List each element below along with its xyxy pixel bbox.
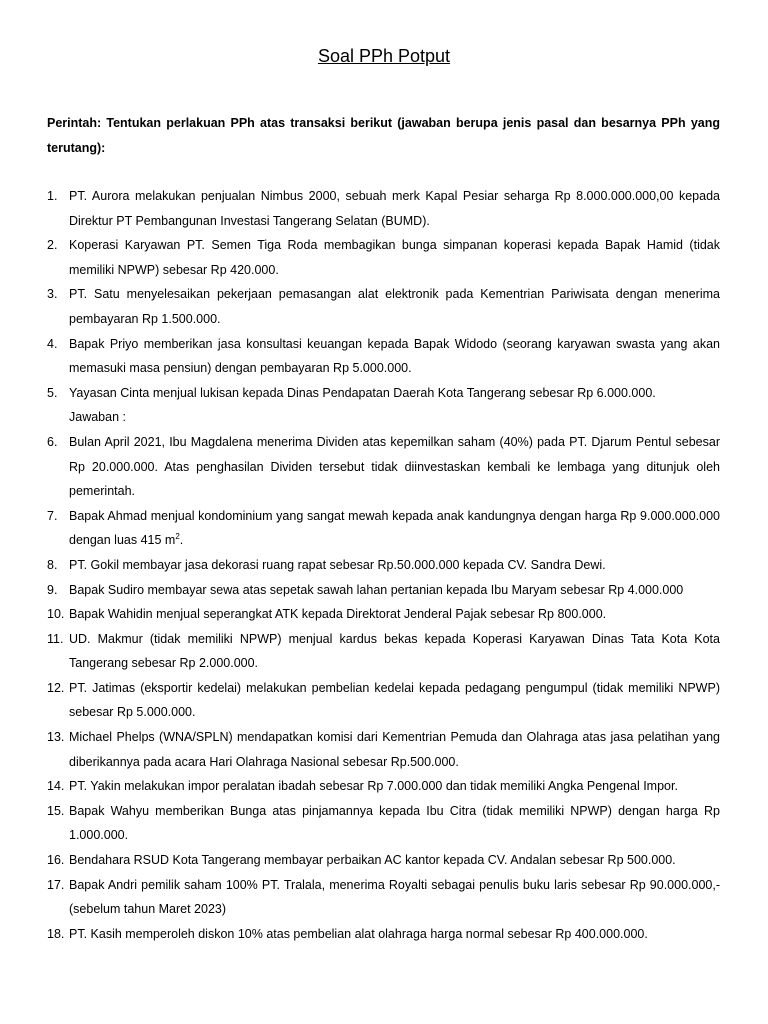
question-item [47,430,720,504]
question-list [47,184,720,946]
question-item [47,578,720,603]
question-text: UD. Makmur (tidak memiliki NPWP) menjual kardus bekas kepada Koperasi Karyawan Dinas Tata Kota Kota Tangerang sebesar Rp 2.000.000. [69,631,720,671]
instruction-text: Perintah: Tentukan perlakuan PPh atas transaksi berikut (jawaban berupa jenis pasal dan besarnya PPh yang terutang): [47,116,720,155]
question-text: PT. Satu menyelesaikan pekerjaan pemasangan alat elektronik pada Kementrian Pariwisata dengan menerima pembayaran Rp 1.500.000. [69,287,720,326]
question-text: Michael Phelps (WNA/SPLN) mendapatkan komisi dari Kementrian Pemuda dan Olahraga atas jasa pelatihan yang diberikannya pada acara Hari Olahraga Nasional sebesar Rp.500.000. [69,730,720,769]
question-item [47,725,720,774]
document-title: Soal PPh Potput [317,46,451,66]
question-text: Bapak Sudiro membayar sewa atas sepetak sawah lahan pertanian kepada Ibu Maryam sebesar Rp 4.000.000 [69,582,684,597]
question-item [47,922,720,947]
question-text: Koperasi Karyawan PT. Semen Tiga Roda membagikan bunga simpanan koperasi kepada Bapak Hamid (tidak memiliki NPWP) sebesar Rp 420.000. [69,238,720,277]
question-number: 17. [47,877,65,892]
question-number: 15. [47,803,65,818]
question-text: Bapak Andri pemilik saham 100% PT. Tralala, menerima Royalti sebagai penulis buku laris sebesar Rp 90.000.000,- (sebelum tahun Maret 2023) [69,877,720,917]
question-text: Yayasan Cinta menjual lukisan kepada Dinas Pendapatan Daerah Kota Tangerang sebesar Rp 6.000.000. [69,385,656,400]
question-item [47,553,720,578]
question-text: PT. Yakin melakukan impor peralatan ibadah sebesar Rp 7.000.000 dan tidak memiliki Angka Pengenal Impor. [69,779,678,794]
question-item [47,602,720,627]
question-item [47,873,720,922]
question-text: Bapak Priyo memberikan jasa konsultasi keuangan kepada Bapak Widodo (seorang karyawan swasta yang akan memasuki masa pensiun) dengan pembayaran Rp 5.000.000. [69,336,720,376]
question-number: 12. [47,680,65,695]
question-number: 5. [47,385,58,400]
question-item [47,381,720,406]
question-number: 9. [47,582,58,597]
question-text: Bapak Wahyu memberikan Bunga atas pinjamannya kepada Ibu Citra (tidak memiliki NPWP) dengan harga Rp 1.000.000. [69,803,720,843]
question-number: 2. [47,238,58,253]
question-number: 7. [47,508,58,523]
question-text-end: . [179,533,184,548]
question-item [47,233,720,282]
superscript: 2 [175,532,180,542]
question-text: Bulan April 2021, Ibu Magdalena menerima Dividen atas kepemilkan saham (40%) pada PT. Djarum Pentul sebesar Rp 20.000.000. Atas penghasilan Dividen tersebut tidak diinvestaskan kembali ke lembaga yang ditunjuk oleh pemerintah. [69,434,720,499]
question-number: 3. [47,287,58,302]
question-text: PT. Jatimas (eksportir kedelai) melakukan pembelian kedelai kepada pedagang pengumpul (tidak memiliki NPWP) sebesar Rp 5.000.000. [69,680,720,720]
question-text: PT. Gokil membayar jasa dekorasi ruang rapat sebesar Rp.50.000.000 kepada CV. Sandra Dewi. [69,557,606,572]
question-item [47,799,720,848]
question-item [47,774,720,799]
question-item [47,184,720,233]
question-text: PT. Aurora melakukan penjualan Nimbus 2000, sebuah merk Kapal Pesiar seharga Rp 8.000.000.000,00 kepada Direktur PT Pembangunan Investasi Tangerang Selatan (BUMD). [69,189,720,228]
question-item [47,504,720,553]
question-number: 16. [47,853,65,868]
question-text: Bendahara RSUD Kota Tangerang membayar perbaikan AC kantor kepada CV. Andalan sebesar Rp 500.000. [69,853,676,868]
question-number: 13. [47,730,65,745]
question-item [47,627,720,676]
answer-label: Jawaban : [69,410,126,425]
question-number: 6. [47,434,58,449]
question-number: 4. [47,336,58,351]
question-number: 1. [47,189,58,203]
question-number: 11. [47,631,64,646]
question-item [47,848,720,873]
question-item [47,282,720,331]
question-text: Bapak Ahmad menjual kondominium yang sangat mewah kepada anak kandungnya dengan harga Rp 9.000.000.000 dengan luas 415 m [69,508,720,548]
question-number: 18. [47,926,65,941]
question-item [47,332,720,381]
question-text: PT. Kasih memperoleh diskon 10% atas pembelian alat olahraga harga normal sebesar Rp 400.000.000. [69,926,648,941]
question-text: Bapak Wahidin menjual seperangkat ATK kepada Direktorat Jenderal Pajak sebesar Rp 800.000. [69,607,607,622]
question-number: 8. [47,557,58,572]
question-number: 14. [47,779,65,794]
question-item [47,676,720,725]
question-number: 10. [47,607,65,622]
